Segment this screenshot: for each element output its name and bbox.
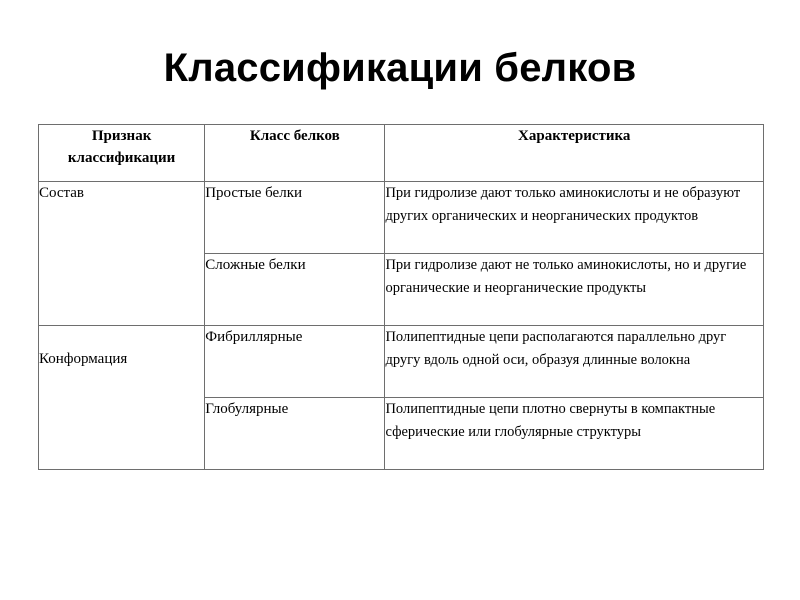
description-cell: При гидролизе дают не только аминокислоты, но и другие органические и неорганические продукты [385,254,764,326]
header-feature: Признак классификации [39,125,205,182]
class-cell: Простые белки [205,182,385,254]
header-class: Класс белков [205,125,385,182]
slide-title: Классификации белков [163,46,637,90]
class-cell: Сложные белки [205,254,385,326]
class-cell: Фибриллярные [205,326,385,398]
classification-table [38,124,764,470]
description-cell: При гидролизе дают только аминокислоты и не образуют других органических и неорганических продуктов [385,182,764,254]
description-cell: Полипептидные цепи располагаются параллельно друг другу вдоль одной оси, образуя длинные волокна [385,326,764,398]
table-row [39,326,764,398]
feature-cell-conformation: Конформация [39,326,205,470]
class-cell: Глобулярные [205,398,385,470]
description-cell: Полипептидные цепи плотно свернуты в компактные сферические или глобулярные структуры [385,398,764,470]
header-description: Характеристика [385,125,764,182]
feature-cell-composition: Состав [39,182,205,326]
table-header-row [39,125,764,182]
table-row [39,182,764,254]
